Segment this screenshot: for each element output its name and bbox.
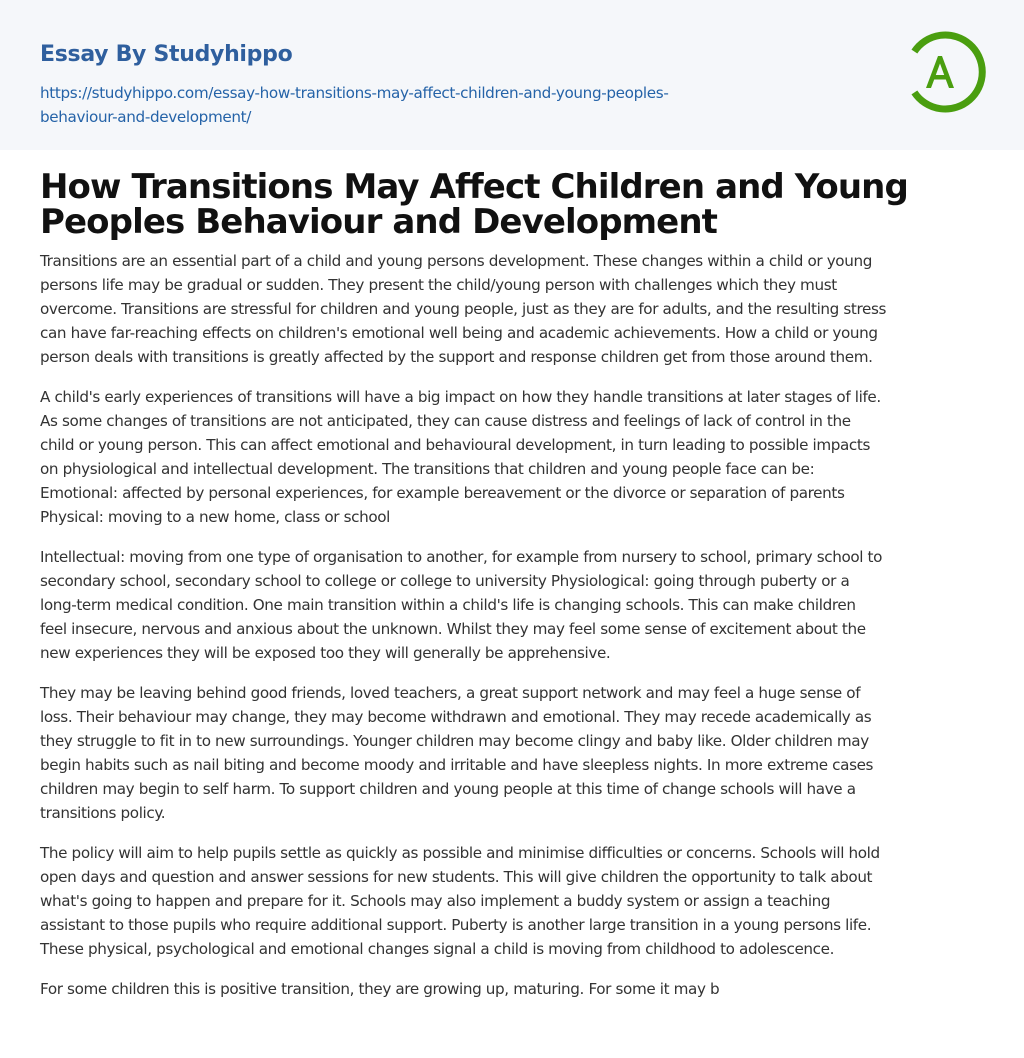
article-title-line: Peoples Behaviour and Development <box>40 202 717 242</box>
text-line: As some changes of transitions are not anticipated, they can cause distress and feelings of lack of control in the <box>40 412 851 430</box>
text-line: assistant to those pupils who require additional support. Puberty is another large transition in a young persons life. <box>40 916 872 934</box>
text-line: begin habits such as nail biting and become moody and irritable and have sleepless nights. In more extreme cases <box>40 756 874 774</box>
source-url-link[interactable] <box>40 81 800 129</box>
text-line: person deals with transitions is greatly affected by the support and response children get from those around them. <box>40 348 873 366</box>
text-line: transitions policy. <box>40 804 166 822</box>
text-line: new experiences they will be exposed too they will generally be apprehensive. <box>40 644 611 662</box>
text-line: open days and question and answer sessions for new students. This will give children the opportunity to talk about <box>40 868 873 886</box>
brand-title: Essay By Studyhippo <box>40 42 293 67</box>
text-line: They may be leaving behind good friends, loved teachers, a great support network and may feel a huge sense of <box>40 684 861 702</box>
text-line: The policy will aim to help pupils settle as quickly as possible and minimise difficulties or concerns. Schools will hold <box>40 844 880 862</box>
text-line: overcome. Transitions are stressful for children and young people, just as they are for adults, and the resulting stress <box>40 300 887 318</box>
source-url-line: https://studyhippo.com/essay-how-transitions-may-affect-children-and-young-peoples- <box>40 84 669 102</box>
paragraph-2 <box>40 385 1000 529</box>
text-line: child or young person. This can affect emotional and behavioural development, in turn leading to possible impacts <box>40 436 871 454</box>
text-line: Emotional: affected by personal experiences, for example bereavement or the divorce or separation of parents <box>40 484 845 502</box>
source-url-line: behaviour-and-development/ <box>40 108 252 126</box>
article-title <box>40 167 1000 242</box>
text-line: can have far-reaching effects on children's emotional well being and academic achievements. How a child or young <box>40 324 878 342</box>
article-title-line: How Transitions May Affect Children and Young <box>40 167 908 207</box>
text-line: loss. Their behaviour may change, they may become withdrawn and emotional. They may recede academically as <box>40 708 872 726</box>
text-line: These physical, psychological and emotional changes signal a child is moving from childhood to adolescence. <box>40 940 835 958</box>
studyhippo-a-logo-icon[interactable] <box>903 29 989 115</box>
text-line: feel insecure, nervous and anxious about the unknown. Whilst they may feel some sense of excitement about the <box>40 620 866 638</box>
text-line: long-term medical condition. One main transition within a child's life is changing schools. This can make children <box>40 596 856 614</box>
text-line: children may begin to self harm. To support children and young people at this time of change schools will have a <box>40 780 856 798</box>
paragraph-1 <box>40 249 1000 369</box>
text-line: For some children this is positive transition, they are growing up, maturing. For some it may b <box>40 980 720 998</box>
text-line: persons life may be gradual or sudden. They present the child/young person with challenges which they must <box>40 276 837 294</box>
text-line: secondary school, secondary school to college or college to university Physiological: going through puberty or a <box>40 572 850 590</box>
paragraph-6-truncated <box>40 977 1000 1001</box>
site-header <box>0 0 1024 150</box>
article-body <box>40 249 1000 1017</box>
text-line: Transitions are an essential part of a child and young persons development. These changes within a child or young <box>40 252 872 270</box>
text-line: Physical: moving to a new home, class or school <box>40 508 390 526</box>
text-line: they struggle to fit in to new surroundings. Younger children may become clingy and baby like. Older children may <box>40 732 869 750</box>
paragraph-3 <box>40 545 1000 665</box>
paragraph-4 <box>40 681 1000 825</box>
text-line: A child's early experiences of transitions will have a big impact on how they handle transitions at later stages of life. <box>40 388 881 406</box>
text-line: what's going to happen and prepare for it. Schools may also implement a buddy system or assign a teaching <box>40 892 831 910</box>
text-line: on physiological and intellectual development. The transitions that children and young people face can be: <box>40 460 815 478</box>
paragraph-5 <box>40 841 1000 961</box>
text-line: Intellectual: moving from one type of organisation to another, for example from nursery to school, primary school to <box>40 548 883 566</box>
